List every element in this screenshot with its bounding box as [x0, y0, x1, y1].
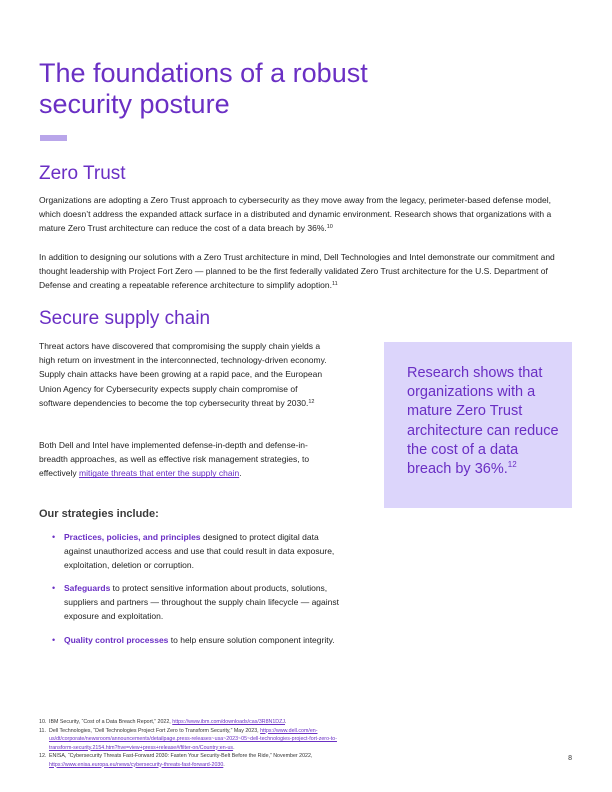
strategy-item-safeguards	[52, 582, 344, 623]
page-number: 8	[568, 755, 572, 762]
bullet-icon: •	[52, 583, 56, 594]
supply-chain-paragraph-1-text: Threat actors have discovered that compromising the supply chain yields a high return on investment in the interconnected, technology-driven economy. Supply chain attacks have been growing at a rapid pace, and the European Union Agency for Cybersecurity expects supply chain compromise of software dependencies to become the top cybersecurity threat by 2030.	[39, 341, 327, 408]
zero-trust-paragraph-2	[39, 250, 567, 293]
footnote-number: 11.	[39, 727, 46, 734]
callout-footnote-ref[interactable]: 12	[507, 460, 517, 470]
mitigate-threats-link[interactable]: mitigate threats that enter the supply chain	[79, 468, 240, 479]
zero-trust-paragraph-1-text: Organizations are adopting a Zero Trust approach to cybersecurity as they move away from the legacy, perimeter-based defense model, which doesn’t address the expanded attack surface in a distributed and dynamic environment. Research shows that organizations with a mature Zero Trust architecture can reduce the cost of a data breach by 36%.	[39, 195, 552, 234]
supply-chain-heading: Secure supply chain	[39, 308, 211, 329]
zero-trust-paragraph-2-text: In addition to designing our solutions with a Zero Trust architecture in mind, Dell Technologies and Intel demonstrate our commitment and thought leadership with Project Fort Zero — planned to be the first federally validated Zero Trust architecture for the U.S. Department of Defense and creating a repeatable reference architecture to simplify adoption.	[39, 252, 555, 291]
footnote-text: IBM Security, “Cost of a Data Breach Report,” 2022,	[49, 719, 173, 725]
footnote-11	[39, 727, 359, 753]
strategy-text: designed to protect digital data against unauthorized access and use that could result in data exposure, exploitation, deletion or corruption.	[64, 532, 335, 570]
footnote-ref-12[interactable]: 12	[308, 398, 315, 405]
zero-trust-heading: Zero Trust	[39, 163, 126, 184]
footnote-end: .	[223, 761, 225, 768]
bullet-icon: •	[52, 634, 56, 645]
footnote-10	[39, 718, 359, 727]
supply-chain-paragraph-2	[39, 438, 331, 481]
footnote-link[interactable]: https://www.dell.com/en-us/dt/corporate/newsroom/announcements/detailpage.press-releases~usa~2023~05~dell-technologies-project-fort-zero-to-transform-security.2154.htm?hve=view+press+release#/filter-on/Country:en-us	[49, 727, 337, 751]
strategies-heading: Our strategies include:	[39, 508, 159, 520]
strategy-text: to help ensure solution component integrity.	[168, 634, 335, 645]
footnote-number: 10.	[39, 719, 47, 725]
footnotes	[39, 718, 359, 769]
bullet-icon: •	[52, 532, 56, 542]
footnote-text: ENISA, “Cybersecurity Threats Fast-Forward 2030: Fasten Your Security-Belt Before the Ride,” November 2022,	[49, 753, 313, 759]
strategy-term: Quality control processes	[64, 634, 169, 645]
strategy-item-quality-control	[52, 634, 344, 648]
supply-chain-paragraph-1	[39, 339, 329, 410]
callout-quote	[407, 364, 562, 479]
strategies-list	[52, 531, 344, 658]
footnote-ref-10[interactable]: 10	[326, 224, 333, 231]
callout-text: Research shows that organizations with a mature Zero Trust architecture can reduce the cost of a data breach by 36%.	[407, 365, 559, 478]
zero-trust-paragraph-1	[39, 193, 563, 236]
footnote-link[interactable]: https://www.ibm.com/downloads/cas/3R8N1DZJ	[172, 719, 286, 725]
footnote-text: Dell Technologies, “Dell Technologies Project Fort Zero to Transform Security,” May 2023,	[49, 727, 261, 734]
footnote-end: .	[285, 719, 287, 725]
callout-box	[384, 342, 572, 508]
title-accent-bar	[40, 135, 67, 141]
strategy-item-practices	[52, 531, 344, 572]
supply-chain-paragraph-2-text: Both Dell and Intel have implemented defense-in-depth and defense-in-breadth approaches, as well as effective risk management strategies, to effectively	[39, 440, 310, 479]
footnote-link[interactable]: https://www.enisa.europa.eu/news/cybersecurity-threats-fast-forward-2030	[49, 761, 224, 768]
supply-chain-paragraph-2-end: .	[239, 468, 242, 479]
strategy-term: Safeguards	[64, 583, 111, 594]
strategy-text: to protect sensitive information about products, solutions, suppliers and partners — throughout the supply chain lifecycle — against exposure and exploitation.	[64, 583, 339, 621]
footnote-end: .	[233, 744, 235, 751]
footnote-ref-11[interactable]: 11	[331, 281, 338, 288]
page-title: The foundations of a robust security posture	[39, 58, 368, 119]
footnote-12	[39, 752, 359, 769]
strategy-term: Practices, policies, and principles	[64, 532, 201, 542]
footnote-number: 12.	[39, 753, 47, 759]
